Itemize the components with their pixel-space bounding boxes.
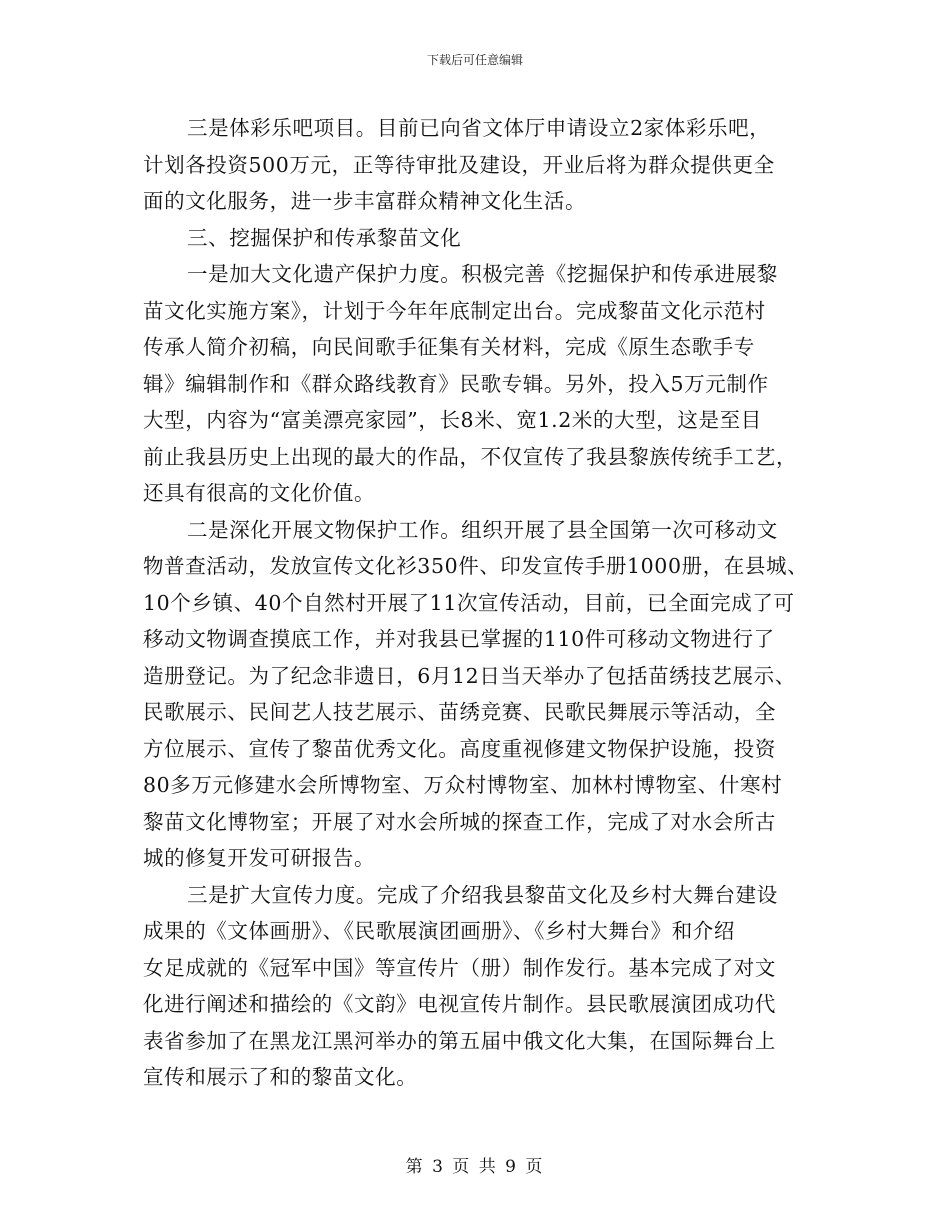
page-header: 下载后可任意编辑 xyxy=(426,53,523,67)
text-line: 大型，内容为“富美漂亮家园”，长8米、宽1.2米的大型，这是至目 xyxy=(143,408,762,432)
document-body xyxy=(143,110,811,1096)
text-line: 化进行阐述和描绘的《文韵》电视宣传片制作。县民歌展演团成功代 xyxy=(143,992,776,1016)
text-line: 二是深化开展文物保护工作。组织开展了县全国第一次可移动文 xyxy=(187,517,778,542)
text-line: 方位展示、宣传了黎苗优秀文化。高度重视修建文物保护设施，投资 xyxy=(143,736,776,761)
text-line: 前止我县历史上出现的最大的作品，不仅宣传了我县黎族传统手工艺， xyxy=(143,444,798,469)
text-line: 三是扩大宣传力度。完成了介绍我县黎苗文化及乡村大舞台建设 xyxy=(187,882,778,907)
text-line: 民歌展示、民间艺人技艺展示、苗绣竞赛、民歌民舞展示等活动，全 xyxy=(143,700,776,724)
text-line: 黎苗文化博物室；开展了对水会所城的探查工作，完成了对水会所古 xyxy=(143,809,776,834)
text-line: 苗文化实施方案》，计划于今年年底制定出台。完成黎苗文化示范村 xyxy=(143,298,766,323)
text-line: 女足成就的《冠军中国》等宣传片（册）制作发行。基本完成了对文 xyxy=(143,955,776,980)
text-line: 80多万元修建水会所博物室、万众村博物室、加林村博物室、什寒村 xyxy=(143,773,783,797)
text-line: 移动文物调查摸底工作，并对我县已掌握的110件可移动文物进行了 xyxy=(143,627,775,651)
text-line: 城的修复开发可研报告。 xyxy=(143,846,376,870)
text-line: 还具有很高的文化价值。 xyxy=(143,481,376,505)
text-line: 传承人简介初稿，向民间歌手征集有关材料，完成《原生态歌手专 xyxy=(143,335,755,359)
text-line: 一是加大文化遗产保护力度。积极完善《挖掘保护和传承进展黎 xyxy=(187,262,778,286)
text-line: 造册登记。为了纪念非遗日，6月12日当天举办了包括苗绣技艺展示、 xyxy=(143,663,796,688)
paragraph-heritage-protection xyxy=(143,256,811,512)
page-number-footer: 第 3 页 共 9 页 xyxy=(405,1157,545,1177)
text-line: 10个乡镇、40个自然村开展了11次宣传活动，目前，已全面完成了可 xyxy=(143,590,795,615)
text-line: 三是体彩乐吧项目。目前已向省文体厅申请设立2家体彩乐吧， xyxy=(187,116,771,140)
paragraph-lottery-bar xyxy=(143,110,811,220)
text-line: 成果的《文体画册》、《民歌展演团画册》、《乡村大舞台》和介绍 xyxy=(143,919,735,943)
text-line: 宣传和展示了和的黎苗文化。 xyxy=(143,1065,418,1089)
paragraph-publicity xyxy=(143,877,811,1096)
text-line: 计划各投资500万元，正等待审批及建设，开业后将为群众提供更全 xyxy=(143,152,775,177)
paragraph-relics-protection xyxy=(143,512,811,877)
text-line: 面的文化服务，进一步丰富群众精神文化生活。 xyxy=(143,189,587,213)
section-heading xyxy=(143,220,811,257)
text-line: 物普查活动，发放宣传文化衫350件、印发宣传手册1000册，在县城、 xyxy=(143,554,809,578)
heading-text: 三、挖掘保护和传承黎苗文化 xyxy=(187,225,462,250)
text-line: 辑》编辑制作和《群众路线教育》民歌专辑。另外，投入5万元制作 xyxy=(143,371,769,396)
text-line: 表省参加了在黑龙江黑河举办的第五届中俄文化大集，在国际舞台上 xyxy=(143,1028,776,1053)
